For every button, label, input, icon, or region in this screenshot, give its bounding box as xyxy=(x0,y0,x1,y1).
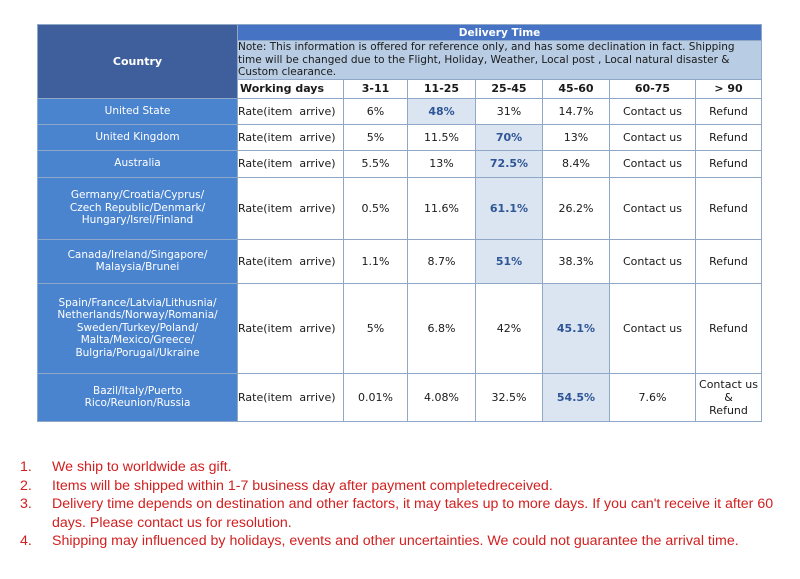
rate-value-cell: Refund xyxy=(696,177,762,239)
rate-value-cell: 72.5% xyxy=(476,150,543,177)
rate-value-cell: 0.01% xyxy=(344,373,408,421)
rate-label-cell: Rate(item arrive) xyxy=(238,373,344,421)
rate-value-cell: Contact us xyxy=(610,177,696,239)
rate-value-cell: 45.1% xyxy=(543,283,610,373)
rate-value-cell: 61.1% xyxy=(476,177,543,239)
note-text: Note: This information is offered for reference only, and has some declination in fact. Shipping time will be changed due to the Flight, Holiday, Weather, Local post , Local natural disaster & Custom clearance. xyxy=(238,41,762,80)
rate-value-cell: 1.1% xyxy=(344,239,408,283)
rate-label-cell: Rate(item arrive) xyxy=(238,124,344,150)
delivery-time-title: Delivery Time xyxy=(238,25,762,41)
note-text: Delivery time depends on destination and other factors, it may takes up to more days. If you can't receive it after 60 days. Please contact us for resolution. xyxy=(52,496,774,531)
rate-value-cell: 11.5% xyxy=(408,124,476,150)
rate-label-cell: Rate(item arrive) xyxy=(238,283,344,373)
table-row xyxy=(38,177,762,239)
rate-label-cell: Rate(item arrive) xyxy=(238,98,344,124)
table-row xyxy=(38,98,762,124)
country-cell: Germany/Croatia/Cyprus/ Czech Republic/Denmark/ Hungary/Isrel/Finland xyxy=(38,177,238,239)
rate-value-cell: 42% xyxy=(476,283,543,373)
rate-value-cell: Contact us & Refund xyxy=(696,373,762,421)
rate-value-cell: 32.5% xyxy=(476,373,543,421)
country-cell: United Kingdom xyxy=(38,124,238,150)
rate-value-cell: 0.5% xyxy=(344,177,408,239)
rate-value-cell: Contact us xyxy=(610,98,696,124)
country-cell: United State xyxy=(38,98,238,124)
table-row xyxy=(38,124,762,150)
rate-value-cell: Refund xyxy=(696,98,762,124)
rate-value-cell: 14.7% xyxy=(543,98,610,124)
column-header: > 90 xyxy=(696,79,762,98)
rate-value-cell: 26.2% xyxy=(543,177,610,239)
country-cell: Canada/Ireland/Singapore/ Malaysia/Brunei xyxy=(38,239,238,283)
column-header: 60-75 xyxy=(610,79,696,98)
note-number: 1. xyxy=(20,459,32,475)
rate-label-cell: Rate(item arrive) xyxy=(238,239,344,283)
rate-value-cell: 38.3% xyxy=(543,239,610,283)
country-cell: Spain/France/Latvia/Lithusnia/ Netherlands/Norway/Romania/ Sweden/Turkey/Poland/ Malta/Mexico/Greece/ Bulgria/Porugal/Ukraine xyxy=(38,283,238,373)
rate-value-cell: 8.7% xyxy=(408,239,476,283)
note-number: 2. xyxy=(20,477,32,494)
rate-value-cell: Contact us xyxy=(610,239,696,283)
rate-value-cell: 13% xyxy=(543,124,610,150)
note-number: 4. xyxy=(20,533,32,549)
rate-value-cell: 5% xyxy=(344,124,408,150)
rate-value-cell: Refund xyxy=(696,283,762,373)
rate-value-cell: 31% xyxy=(476,98,543,124)
table-row xyxy=(38,283,762,373)
shipping-note-item xyxy=(20,458,790,477)
rate-value-cell: Contact us xyxy=(610,150,696,177)
rate-value-cell: Refund xyxy=(696,239,762,283)
column-header: 25-45 xyxy=(476,79,543,98)
rate-value-cell: 7.6% xyxy=(610,373,696,421)
country-cell: Australia xyxy=(38,150,238,177)
table-row xyxy=(38,373,762,421)
note-text: Items will be shipped within 1-7 business day after payment completedreceived. xyxy=(52,477,553,494)
rate-value-cell: 4.08% xyxy=(408,373,476,421)
column-header: 3-11 xyxy=(344,79,408,98)
rate-value-cell: 11.6% xyxy=(408,177,476,239)
column-header: Working days xyxy=(238,79,344,98)
shipping-note-item xyxy=(20,532,790,551)
country-header: Country xyxy=(38,25,238,99)
rate-value-cell: Refund xyxy=(696,150,762,177)
rate-label-cell: Rate(item arrive) xyxy=(238,177,344,239)
table-row xyxy=(38,150,762,177)
column-header: 45-60 xyxy=(543,79,610,98)
rate-value-cell: 48% xyxy=(408,98,476,124)
rate-value-cell: Refund xyxy=(696,124,762,150)
note-text: We ship to worldwide as gift. xyxy=(52,459,232,475)
column-header: 11-25 xyxy=(408,79,476,98)
rate-value-cell: 8.4% xyxy=(543,150,610,177)
rate-value-cell: 5% xyxy=(344,283,408,373)
rate-value-cell: 5.5% xyxy=(344,150,408,177)
note-text: Shipping may influenced by holidays, events and other uncertainties. We could not guarantee the arrival time. xyxy=(52,533,739,549)
rate-value-cell: Contact us xyxy=(610,283,696,373)
table-row xyxy=(38,239,762,283)
shipping-note-item xyxy=(20,495,790,532)
rate-value-cell: 6% xyxy=(344,98,408,124)
country-cell: Bazil/Italy/Puerto Rico/Reunion/Russia xyxy=(38,373,238,421)
rate-value-cell: 70% xyxy=(476,124,543,150)
rate-value-cell: 54.5% xyxy=(543,373,610,421)
rate-value-cell: 13% xyxy=(408,150,476,177)
rate-label-cell: Rate(item arrive) xyxy=(238,150,344,177)
shipping-notes-list xyxy=(20,458,790,551)
shipping-note-item xyxy=(20,477,790,496)
note-number: 3. xyxy=(20,496,32,512)
delivery-time-table xyxy=(37,24,762,422)
rate-value-cell: Contact us xyxy=(610,124,696,150)
rate-value-cell: 6.8% xyxy=(408,283,476,373)
rate-value-cell: 51% xyxy=(476,239,543,283)
